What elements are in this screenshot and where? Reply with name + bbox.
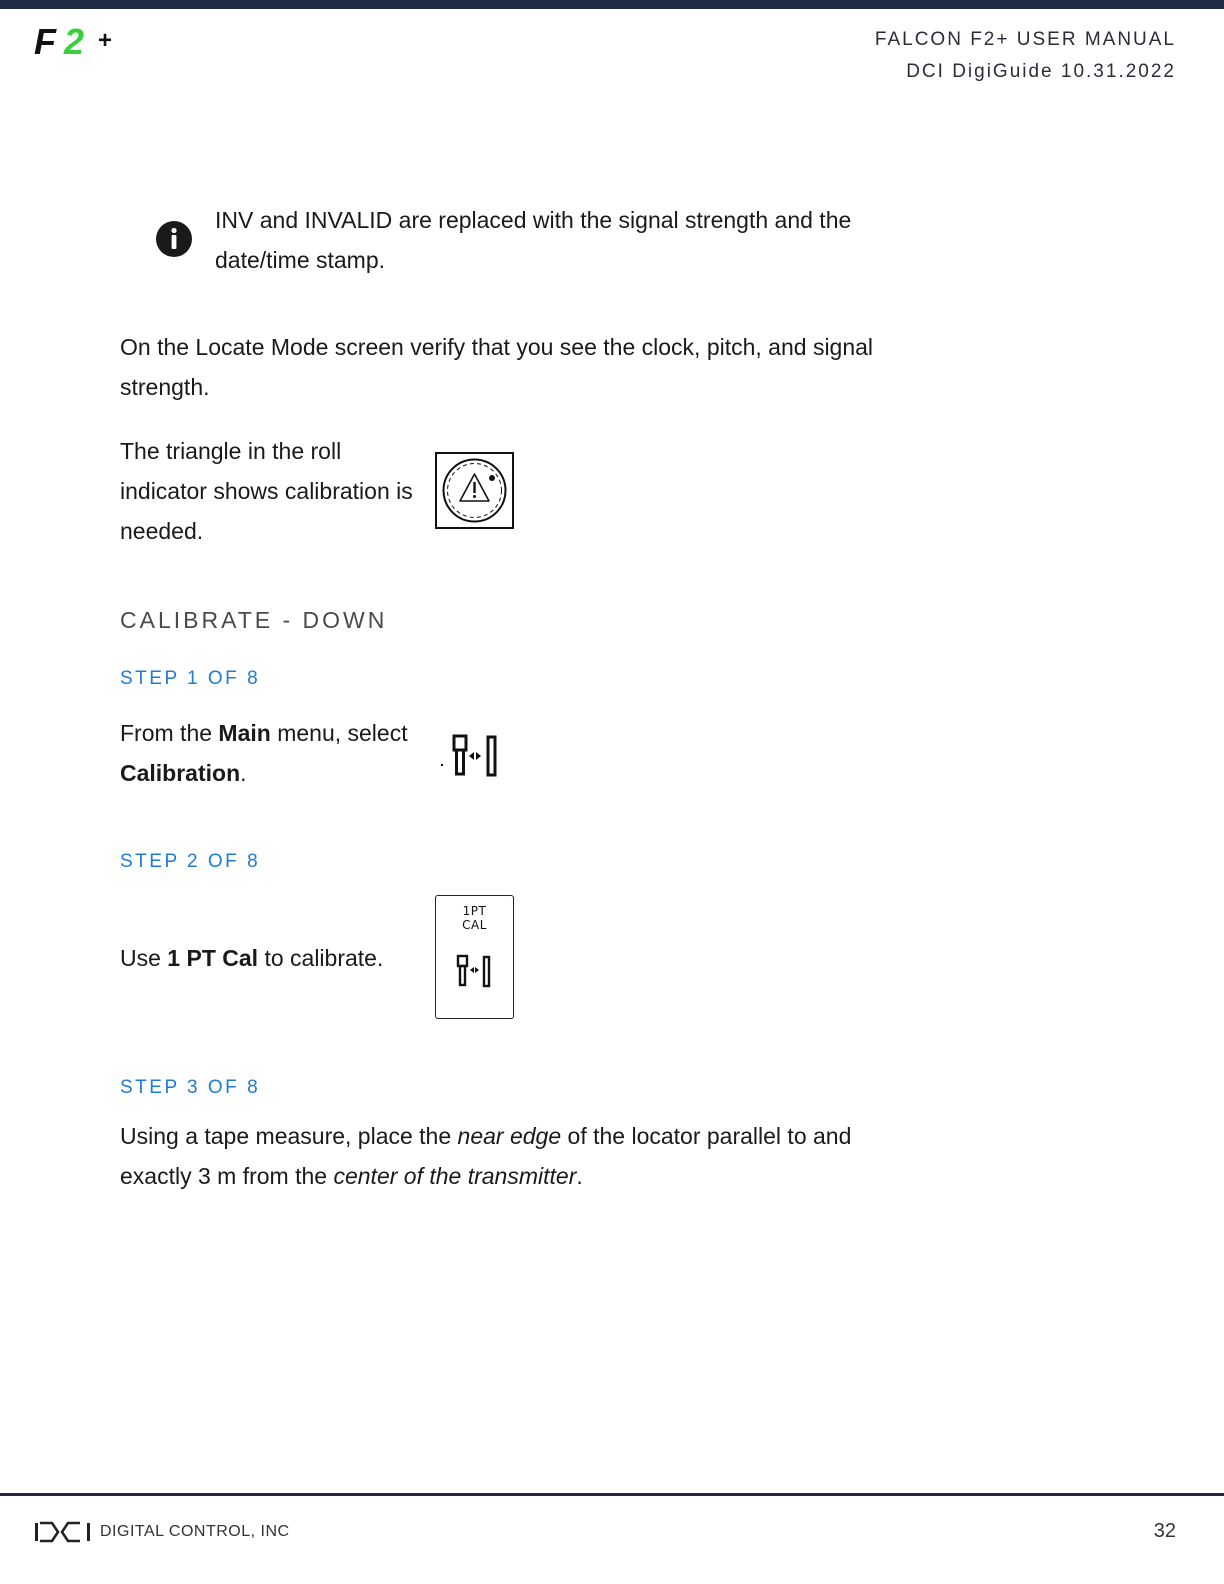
dci-logo	[34, 1521, 92, 1543]
1pt-cal-label	[436, 904, 513, 932]
section-title: CALIBRATE - DOWN	[120, 607, 388, 633]
step-2-1pt-cal: 1 PT Cal	[167, 945, 259, 971]
step-1-pre: From the	[120, 720, 219, 746]
step-2-post: to calibrate.	[258, 945, 384, 971]
step-1-calibration: Calibration	[120, 760, 241, 786]
step-2-label: STEP 2 OF 8	[120, 851, 261, 872]
page-number: 32	[1153, 1520, 1176, 1542]
svg-text:2: 2	[64, 22, 85, 62]
roll-indicator-figure	[435, 452, 514, 529]
step-2-text	[120, 938, 440, 978]
1pt-label-line1: 1PT	[462, 904, 487, 918]
footer-company: DIGITAL CONTROL, INC	[100, 1523, 290, 1540]
step-3-near-edge: near edge	[457, 1123, 562, 1149]
note-text: INV and INVALID are replaced with the signal strength and the date/time stamp.	[215, 207, 852, 273]
f2-plus-logo	[34, 22, 124, 62]
step-3-text	[120, 1116, 880, 1196]
step-1-label: STEP 1 OF 8	[120, 668, 261, 689]
page-header	[875, 24, 1176, 88]
step-3-part3: .	[576, 1163, 583, 1189]
1pt-label-line2: CAL	[462, 918, 487, 932]
step-3-part1: Using a tape measure, place the	[120, 1123, 458, 1149]
step-3-center-of-transmitter: center of the transmitter	[333, 1163, 577, 1189]
svg-text:F: F	[34, 22, 56, 62]
step-1-mid: menu, select	[270, 720, 408, 746]
footer-rule	[0, 1493, 1224, 1496]
step-3-label: STEP 3 OF 8	[120, 1077, 261, 1098]
1pt-cal-button-figure	[435, 895, 514, 1019]
step-2-pre: Use	[120, 945, 168, 971]
triangle-paragraph: The triangle in the roll indicator shows calibration is needed.	[120, 438, 413, 544]
info-icon	[155, 220, 193, 258]
manual-title: FALCON F2+ USER MANUAL	[874, 29, 1176, 50]
step-1-post: .	[240, 760, 247, 786]
step-1-main: Main	[218, 720, 271, 746]
calibration-icon	[441, 734, 501, 778]
1pt-cal-icon	[454, 954, 496, 988]
top-rule	[0, 0, 1224, 9]
locate-mode-paragraph: On the Locate Mode screen verify that you see the clock, pitch, and signal strength.	[120, 334, 874, 400]
svg-text:+: +	[98, 27, 113, 54]
roll-indicator-warning-icon	[437, 454, 512, 527]
guide-date: DCI DigiGuide 10.31.2022	[906, 61, 1176, 82]
step-1-text	[120, 713, 440, 793]
step-3-part2: of the locator parallel to and exactly 3 m from the	[120, 1123, 852, 1189]
